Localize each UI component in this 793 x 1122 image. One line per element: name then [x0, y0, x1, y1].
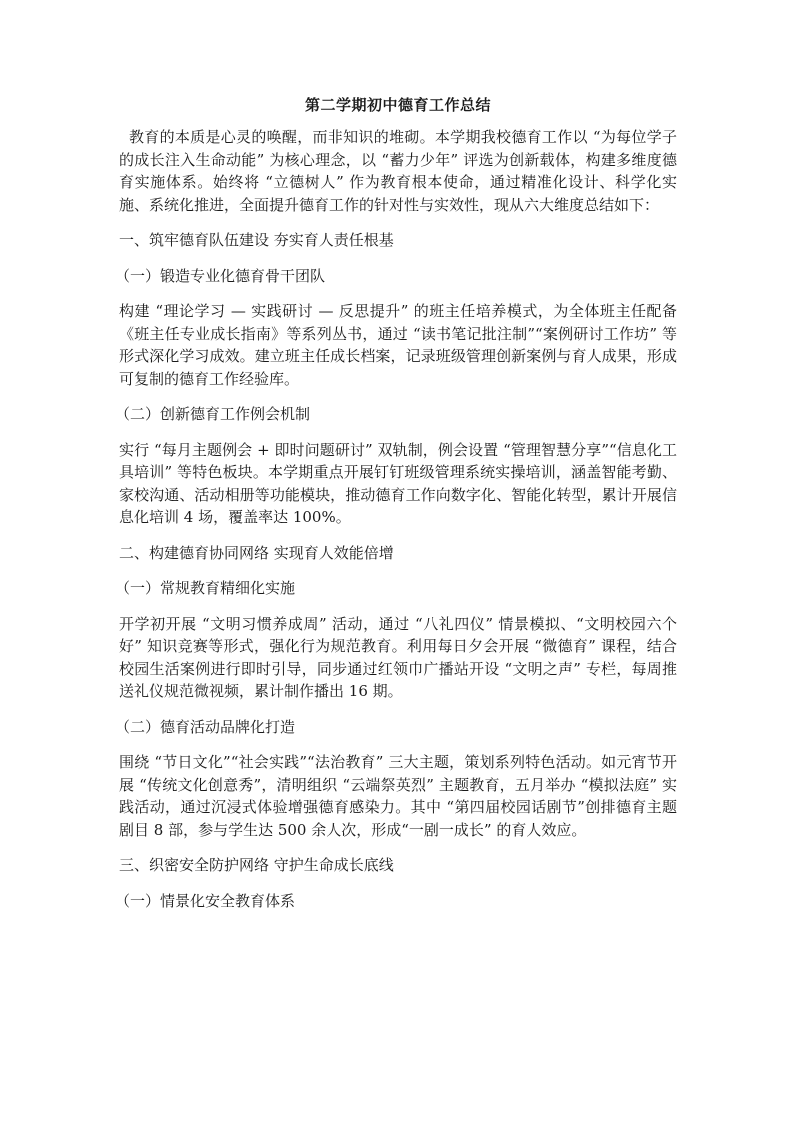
body-paragraph-1-1: 构建 “理论学习 — 实践研讨 — 反思提升” 的班主任培养模式，为全体班主任配备《班主任专业成长指南》等系列丛书，通过 “读书笔记批注制”“案例研讨工作坊” 等形式深化学习成效。建立班主任成长档案，记录班级管理创新案例与育人成果，形成可复制的德育工作经验库。 [119, 302, 677, 388]
subsection-heading-2-2: （二）德育活动品牌化打造 [115, 717, 296, 736]
document-page [115, 94, 677, 912]
intro-paragraph: 教育的本质是心灵的唤醒，而非知识的堆砌。本学期我校德育工作以 “为每位学子的成长注入生命动能” 为核心理念，以 “蓄力少年” 评选为创新载体，构建多维度德育实施体系。始终将 “立德树人” 作为教育根本使命，通过精准化设计、科学化实施、系统化推进，全面提升德育工作的针对性与实效性，现从六大维度总结如下： [119, 128, 677, 214]
subsection-heading-1-1: （一）锻造专业化德育骨干团队 [115, 266, 326, 285]
body-paragraph-2-1: 开学初开展 “文明习惯养成周” 活动，通过 “八礼四仪” 情景模拟、“文明校园六个好” 知识竞赛等形式，强化行为规范教育。利用每日夕会开展 “微德育” 课程，结合校园生活案例进行即时引导，同步通过红领巾广播站开设 “文明之声” 专栏，每周推送礼仪规范微视频，累计制作播出 16 期。 [119, 614, 677, 700]
section-heading-1: 一、筑牢德育队伍建设 夯实育人责任根基 [119, 231, 394, 249]
body-paragraph-2-2: 围绕 “节日文化”“社会实践”“法治教育” 三大主题，策划系列特色活动。如元宵节开展 “传统文化创意秀”，清明组织 “云端祭英烈” 主题教育，五月举办 “模拟法庭” 实践活动，通过沉浸式体验增强德育感染力。其中 “第四届校园话剧节”创排德育主题剧目 8 部，参与学生达 500 余人次，形成“一剧一成长” 的育人效应。 [119, 753, 677, 839]
body-paragraph-1-2: 实行 “每月主题例会 + 即时问题研讨” 双轨制，例会设置 “管理智慧分享”“信息化工具培训” 等特色板块。本学期重点开展钉钉班级管理系统实操培训，涵盖智能考勤、家校沟通、活动相册等功能模块，推动德育工作向数字化、智能化转型，累计开展信息化培训 4 场，覆盖率达 100%。 [119, 440, 677, 526]
subsection-heading-3-1: （一）情景化安全教育体系 [115, 891, 296, 910]
document-title: 第二学期初中德育工作总结 [304, 96, 491, 114]
section-heading-3: 三、织密安全防护网络 守护生命成长底线 [119, 856, 394, 874]
subsection-heading-2-1: （一）常规教育精细化实施 [115, 579, 296, 597]
subsection-heading-1-2: （二）创新德育工作例会机制 [115, 405, 311, 423]
section-heading-2: 二、构建德育协同网络 实现育人效能倍增 [119, 543, 394, 562]
